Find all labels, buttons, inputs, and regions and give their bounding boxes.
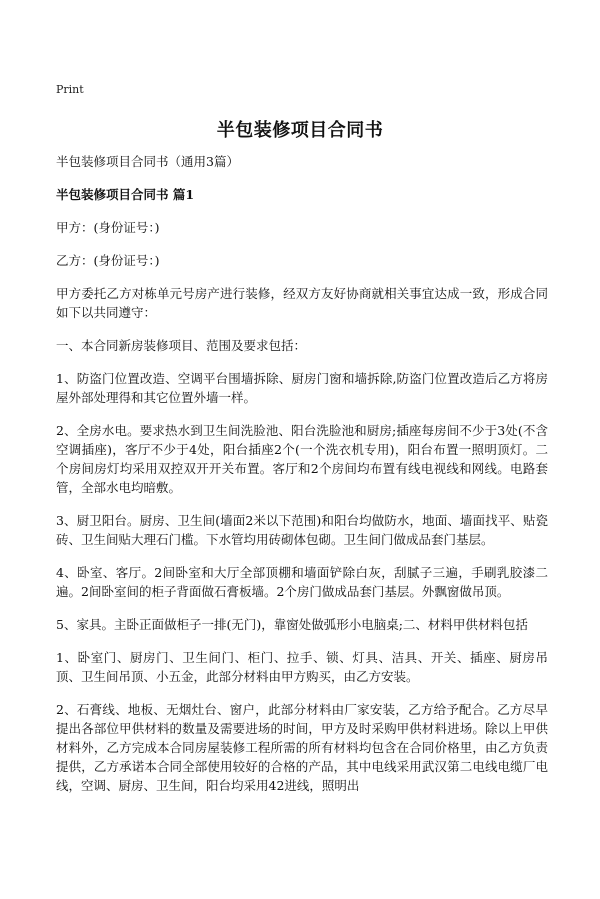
clause-item-1: 1、防盗门位置改造、空调平台围墙拆除、厨房门窗和墙拆除,防盗门位置改造后乙方将房屋外部处理得和其它位置外墙一样。 <box>56 371 548 405</box>
page-title: 半包装修项目合同书 <box>216 120 384 141</box>
material-item-2: 2、石膏线、地板、无烟灶台、窗户，此部分材料由厂家安装，乙方给予配合。乙方尽早提出各部位甲供材料的数量及需要进场的时间，甲方及时采购甲供材料进场。除以上甲供材料外，乙方完成本合同房屋装修工程所需的所有材料均包含在合同价格里，由乙方负责提供，乙方承诺本合同全部使用较好的合格的产品，其中电线采用武汉第二电线电缆厂电线，空调、厨房、卫生间，阳台均采用42进线，照明出 <box>56 702 548 793</box>
print-label[interactable]: Print <box>56 83 84 96</box>
clause-item-4: 4、卧室、客厅。2间卧室和大厅全部顶棚和墙面铲除白灰，刮腻子三遍，手刷乳胶漆二遍。2间卧室间的柜子背面做石膏板墙。2个房门做成品套门基层。外飘窗做吊顶。 <box>56 565 548 599</box>
document-subtitle: 半包装修项目合同书（通用3篇） <box>56 154 239 169</box>
party-a-line: 甲方：(身份证号：) <box>56 220 160 235</box>
section-heading: 半包装修项目合同书 篇1 <box>56 187 195 202</box>
clause-item-2: 2、全房水电。要求热水到卫生间洗脸池、阳台洗脸池和厨房;插座每房间不少于3处(不含空调插座)，客厅不少于4处，阳台插座2个(一个洗衣机专用)，阳台布置一照明顶灯。二个房间房灯均采用双控双开开关布置。客厅和2个房间均布置有线电视线和网线。电路套管，全部水电均暗敷。 <box>56 423 548 495</box>
intro-paragraph: 甲方委托乙方对栋单元号房产进行装修，经双方友好协商就相关事宜达成一致，形成合同如下以共同遵守： <box>56 286 548 320</box>
clause-item-5: 5、家具。主卧正面做柜子一排(无门)，靠窗处做弧形小电脑桌;二、材料甲供材料包括 <box>56 617 528 632</box>
clause-1-title: 一、本合同新房装修项目、范围及要求包括： <box>56 338 307 353</box>
party-b-line: 乙方：(身份证号：) <box>56 253 160 268</box>
material-item-1: 1、卧室门、厨房门、卫生间门、柜门、拉手、锁、灯具、洁具、开关、插座、厨房吊顶、卫生间吊顶、小五金，此部分材料由甲方购买，由乙方安装。 <box>56 650 548 684</box>
clause-item-3: 3、厨卫阳台。厨房、卫生间(墙面2米以下范围)和阳台均做防水，地面、墙面找平、贴瓷砖、卫生间贴大理石门槛。下水管均用砖砌体包砌。卫生间门做成品套门基层。 <box>56 513 548 547</box>
document-body <box>56 152 548 809</box>
